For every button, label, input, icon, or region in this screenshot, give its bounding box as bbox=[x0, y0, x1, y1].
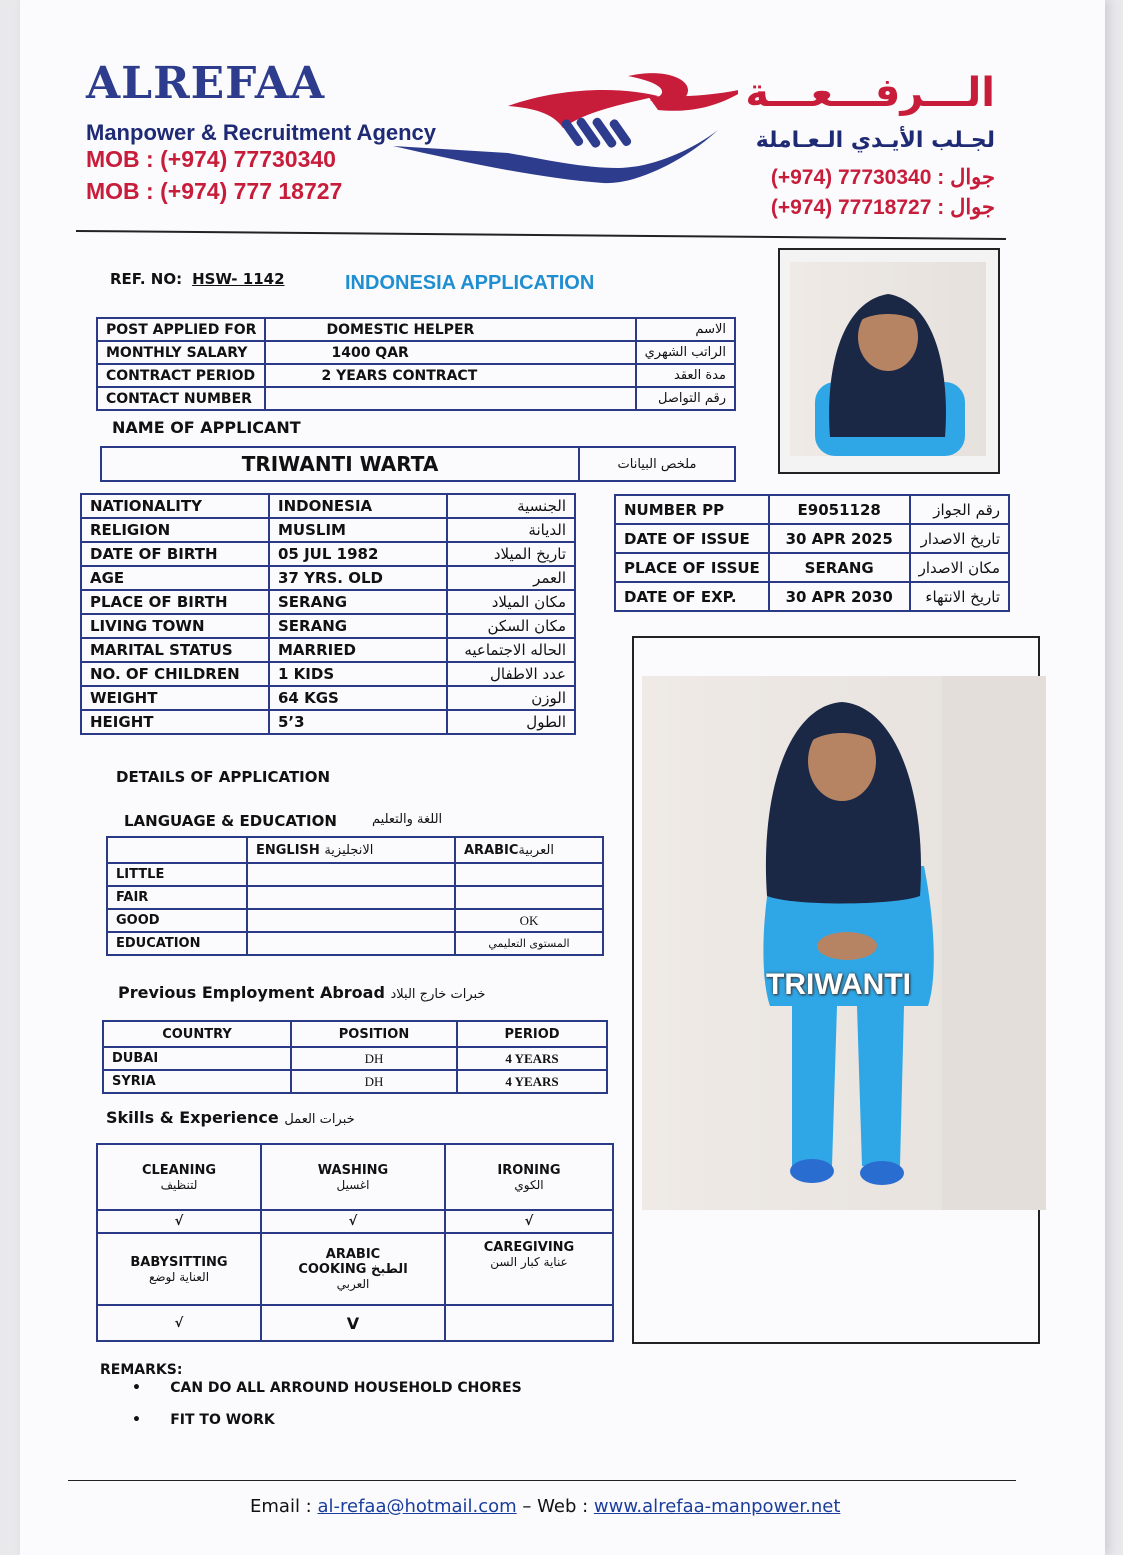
table-row bbox=[97, 1210, 613, 1233]
remark-item: • FIT TO WORK bbox=[132, 1412, 275, 1428]
washing-check: √ bbox=[261, 1210, 445, 1233]
table-row: ENGLISH الانجليزية ARABICالعربية bbox=[107, 837, 603, 863]
reference-number: REF. NO: HSW- 1142 bbox=[110, 270, 285, 288]
table-row: NATIONALITY INDONESIA الجنسية bbox=[81, 494, 575, 518]
passport-table bbox=[614, 494, 1010, 612]
table-row: SYRIA DH 4 YEARS bbox=[103, 1070, 607, 1093]
table-row: HEIGHT 5’3 الطول bbox=[81, 710, 575, 734]
table-row: COUNTRY POSITION PERIOD bbox=[103, 1021, 607, 1047]
footer-divider bbox=[68, 1480, 1016, 1481]
babysitting-check: √ bbox=[97, 1305, 261, 1341]
table-row: EDUCATION المستوى التعليمي bbox=[107, 932, 603, 955]
table-row: POST APPLIED FOR DOMESTIC HELPER الاسم bbox=[97, 318, 735, 341]
language-table bbox=[106, 836, 604, 956]
table-row: CONTRACT PERIOD 2 YEARS CONTRACT مدة العقد bbox=[97, 364, 735, 387]
table-row: NO. OF CHILDREN 1 KIDS عدد الاطفال bbox=[81, 662, 575, 686]
ironing-check: √ bbox=[445, 1210, 613, 1233]
employment-table bbox=[102, 1020, 608, 1094]
table-row: BABYSITTING العناية لوضع ARABIC COOKING الطبخ العربي CAREGIVING عناية كبار السن bbox=[97, 1233, 613, 1305]
arabic-tagline: لجـلب الأيـدي الـعـاملة bbox=[755, 128, 995, 153]
arabic-phone-2: (+974) 77718727 : جوال bbox=[770, 196, 995, 219]
table-row: MARITAL STATUS MARRIED الحاله الاجتماعيه bbox=[81, 638, 575, 662]
table-row: DATE OF EXP. 30 APR 2030 تاريخ الانتهاء bbox=[615, 582, 1009, 611]
table-row: RELIGION MUSLIM الديانة bbox=[81, 518, 575, 542]
table-row: DATE OF BIRTH 05 JUL 1982 تاريخ الميلاد bbox=[81, 542, 575, 566]
applicant-name-table bbox=[100, 446, 736, 482]
application-sheet bbox=[20, 0, 1105, 1555]
table-row bbox=[97, 1305, 613, 1341]
employment-title: Previous Employment Abroad خبرات خارج البلاد bbox=[118, 983, 486, 1002]
arabic-phone-1: (+974) 77730340 : جوال bbox=[770, 166, 995, 189]
table-row: DUBAI DH 4 YEARS bbox=[103, 1047, 607, 1070]
mobile-1: MOB : (+974) 77730340 bbox=[86, 146, 336, 172]
website-link[interactable]: www.alrefaa-manpower.net bbox=[593, 1496, 841, 1517]
remark-item: • CAN DO ALL ARROUND HOUSEHOLD CHORES bbox=[132, 1380, 522, 1396]
skills-table bbox=[96, 1143, 614, 1342]
header-divider bbox=[76, 230, 1006, 240]
arabic-brand-name: الـــرفـــعـــة bbox=[745, 70, 995, 116]
cooking-check: V bbox=[261, 1305, 445, 1341]
table-row: GOOD OK bbox=[107, 909, 603, 932]
skills-title: Skills & Experience خبرات العمل bbox=[106, 1108, 355, 1127]
applicant-name-arabic: ملخص البيانات bbox=[579, 447, 735, 481]
table-row: PLACE OF ISSUE SERANG مكان الاصدار bbox=[615, 553, 1009, 582]
footer-contact: Email : al-refaa@hotmail.com – Web : www.alrefaa-manpower.net bbox=[250, 1496, 841, 1517]
applicant-label: NAME OF APPLICANT bbox=[112, 418, 301, 437]
details-label: DETAILS OF APPLICATION bbox=[116, 768, 331, 786]
full-body-figure-icon bbox=[642, 676, 1046, 1210]
mobile-2: MOB : (+974) 777 18727 bbox=[86, 178, 343, 204]
logo-icon bbox=[388, 68, 738, 198]
table-row: AGE 37 YRS. OLD العمر bbox=[81, 566, 575, 590]
table-row: PLACE OF BIRTH SERANG مكان الميلاد bbox=[81, 590, 575, 614]
personal-details-table bbox=[80, 493, 576, 735]
application-title: INDONESIA APPLICATION bbox=[345, 272, 595, 294]
table-row: WEIGHT 64 KGS الوزن bbox=[81, 686, 575, 710]
table-row: MONTHLY SALARY 1400 QAR الراتب الشهري bbox=[97, 341, 735, 364]
cleaning-check: √ bbox=[97, 1210, 261, 1233]
table-row: NUMBER PP E9051128 رقم الجواز bbox=[615, 495, 1009, 524]
table-row: LIVING TOWN SERANG مكان السكن bbox=[81, 614, 575, 638]
portrait-photo bbox=[778, 248, 1000, 474]
table-row: CLEANING لتنظيف WASHING اغسيل IRONING الكوي bbox=[97, 1144, 613, 1210]
portrait-figure-icon bbox=[790, 262, 986, 456]
photo-caption: TRIWANTI bbox=[766, 968, 911, 1001]
caregiving-check bbox=[445, 1305, 613, 1341]
full-body-photo bbox=[632, 636, 1040, 1344]
language-title-arabic: اللغة والتعليم bbox=[372, 812, 443, 827]
language-title: LANGUAGE & EDUCATION bbox=[124, 812, 337, 830]
table-row: FAIR bbox=[107, 886, 603, 909]
table-row: CONTACT NUMBER رقم التواصل bbox=[97, 387, 735, 410]
tagline: Manpower & Recruitment Agency bbox=[86, 120, 437, 145]
remarks-title: REMARKS: bbox=[100, 1362, 183, 1378]
post-table bbox=[96, 317, 736, 411]
table-row: DATE OF ISSUE 30 APR 2025 تاريخ الاصدار bbox=[615, 524, 1009, 553]
email-link[interactable]: al-refaa@hotmail.com bbox=[317, 1496, 517, 1517]
brand-name: ALREFAA bbox=[86, 58, 326, 109]
applicant-name: TRIWANTI WARTA bbox=[101, 447, 579, 481]
table-row: LITTLE bbox=[107, 863, 603, 886]
